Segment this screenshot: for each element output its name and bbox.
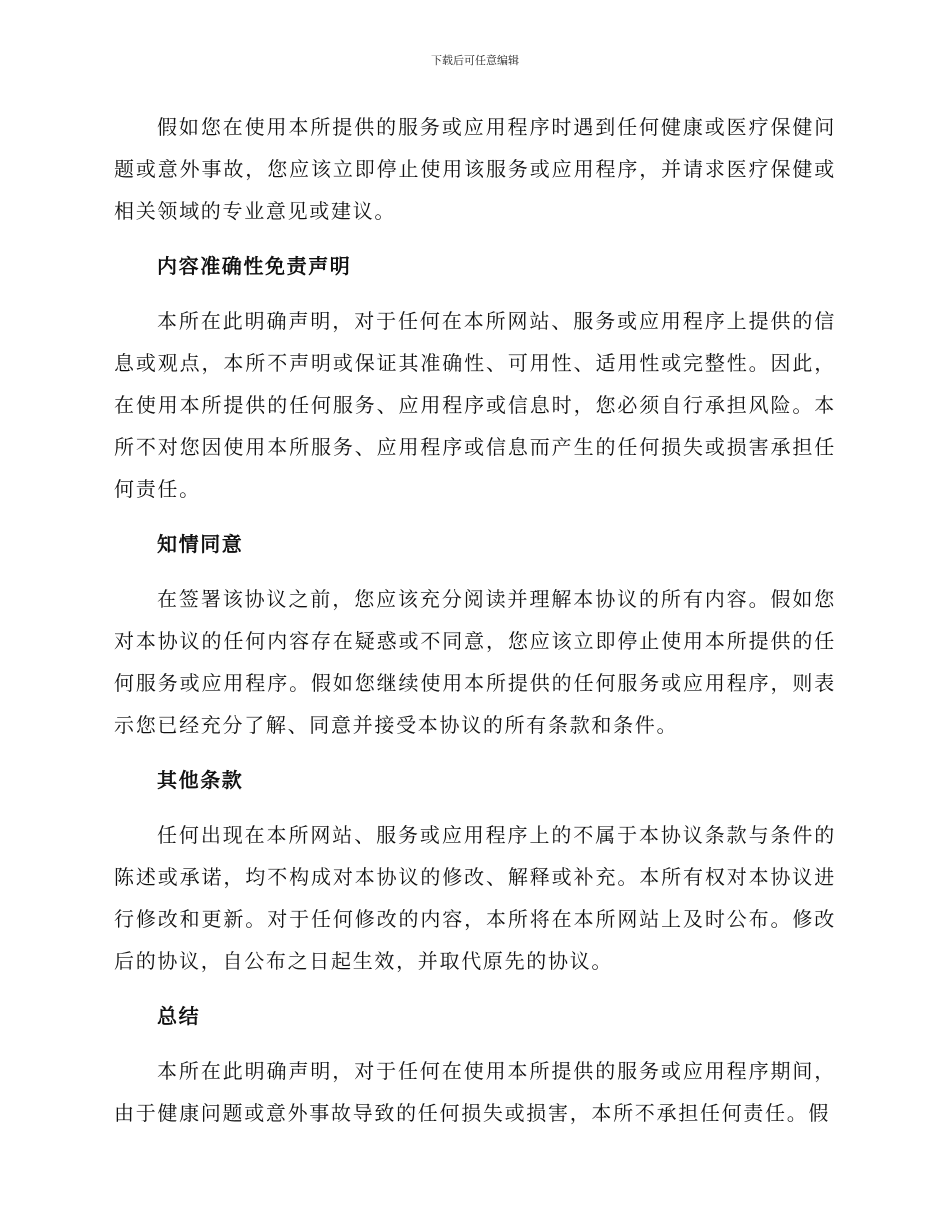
paragraph-other-terms: 任何出现在本所网站、服务或应用程序上的不属于本协议条款与条件的陈述或承诺，均不构成对本协议的修改、解释或补充。本所有权对本协议进行修改和更新。对于任何修改的内容，本所将在本所网站上及时公布。修改后的协议，自公布之日起生效，并取代原先的协议。 <box>114 823 836 973</box>
paragraph-content-accuracy: 本所在此明确声明，对于任何在本所网站、服务或应用程序上提供的信息或观点，本所不声明或保证其准确性、可用性、适用性或完整性。因此，在使用本所提供的任何服务、应用程序或信息时，您必须自行承担风险。本所不对您因使用本所服务、应用程序或信息而产生的任何损失或损害承担任何责任。 <box>114 309 836 501</box>
paragraph-summary: 本所在此明确声明，对于任何在使用本所提供的服务或应用程序期间，由于健康问题或意外事故导致的任何损失或损害，本所不承担任何责任。假 <box>114 1059 836 1125</box>
heading-content-accuracy: 内容准确性免责声明 <box>157 254 352 278</box>
heading-summary: 总结 <box>157 1004 201 1028</box>
document-body <box>114 106 836 1146</box>
paragraph-health-notice: 假如您在使用本所提供的服务或应用程序时遇到任何健康或医疗保健问题或意外事故，您应该立即停止使用该服务或应用程序，并请求医疗保健或相关领域的专业意见或建议。 <box>114 115 836 223</box>
page-header-note: 下载后可任意编辑 <box>431 54 519 67</box>
heading-informed-consent: 知情同意 <box>157 532 244 556</box>
paragraph-informed-consent: 在签署该协议之前，您应该充分阅读并理解本协议的所有内容。假如您对本协议的任何内容存在疑惑或不同意，您应该立即停止使用本所提供的任何服务或应用程序。假如您继续使用本所提供的任何服务或应用程序，则表示您已经充分了解、同意并接受本协议的所有条款和条件。 <box>114 587 836 737</box>
heading-other-terms: 其他条款 <box>157 768 244 792</box>
